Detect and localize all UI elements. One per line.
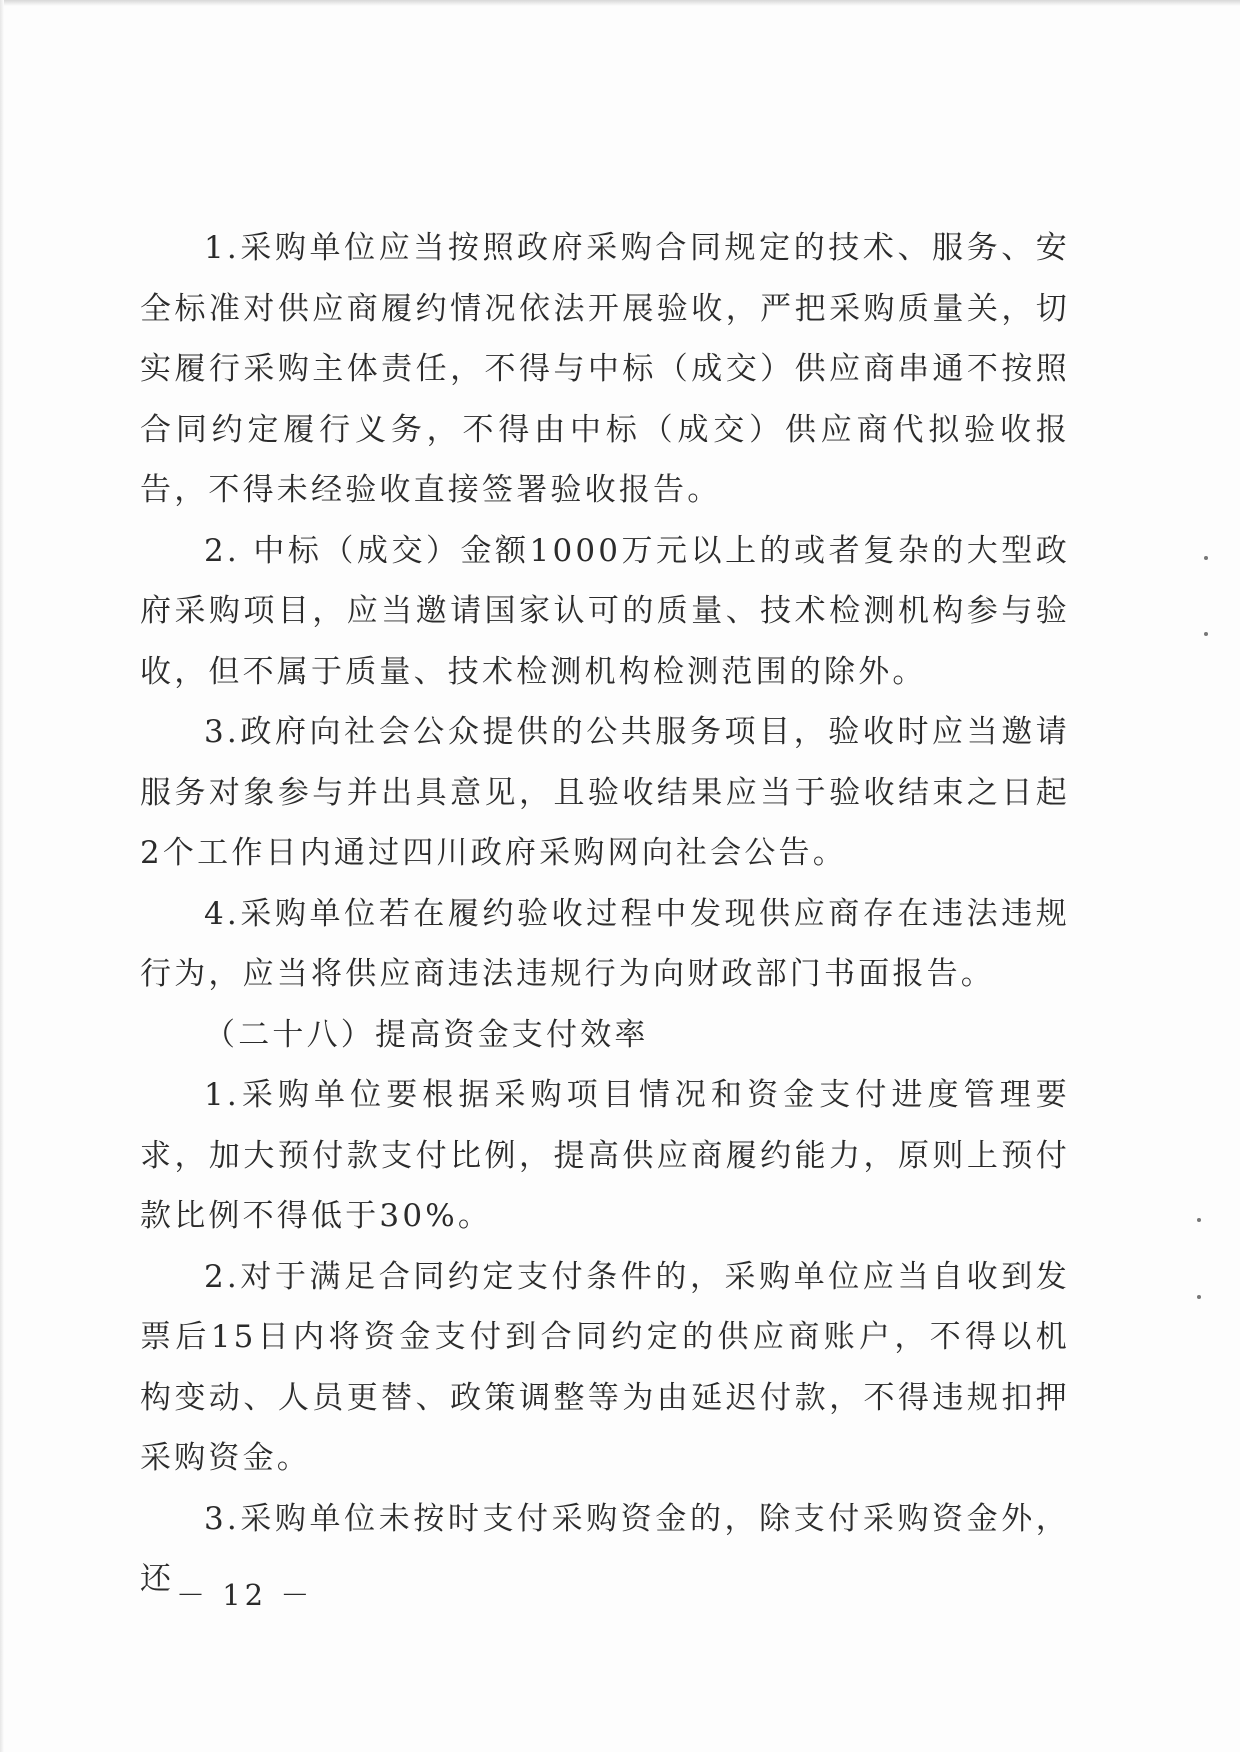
section-heading: （二十八）提高资金支付效率	[204, 1016, 649, 1053]
scan-edge-top	[0, 0, 1240, 6]
paragraph: 1.采购单位应当按照政府采购合同规定的技术、服务、安全标准对供应商履约情况依法开展验收，严把采购质量关，切实履行采购主体责任，不得与中标（成交）供应商串通不按照合同约定履行义务，不得由中标（成交）供应商代拟验收报告，不得未经验收直接签署验收报告。	[140, 230, 1070, 508]
scan-speck	[1204, 556, 1208, 560]
body-text	[140, 218, 1070, 1610]
scan-speck	[1204, 632, 1208, 636]
paragraph: 2. 中标（成交）金额1000万元以上的或者复杂的大型政府采购项目，应当邀请国家认可的质量、技术检测机构参与验收，但不属于质量、技术检测机构检测范围的除外。	[140, 532, 1070, 690]
page-number: － 12 －	[176, 1578, 314, 1612]
paragraph: 2.对于满足合同约定支付条件的，采购单位应当自收到发票后15日内将资金支付到合同约定的供应商账户，不得以机构变动、人员更替、政策调整等为由延迟付款，不得违规扣押采购资金。	[140, 1258, 1070, 1476]
paragraph: 1.采购单位要根据采购项目情况和资金支付进度管理要求，加大预付款支付比例，提高供应商履约能力，原则上预付款比例不得低于30%。	[140, 1077, 1070, 1234]
paragraph: 4.采购单位若在履约验收过程中发现供应商存在违法违规行为，应当将供应商违法违规行为向财政部门书面报告。	[140, 895, 1070, 992]
scan-speck	[1197, 1295, 1201, 1299]
scan-speck	[1197, 1218, 1201, 1222]
paragraph: 3.采购单位未按时支付采购资金的，除支付采购资金外，还	[140, 1500, 1070, 1597]
scan-edge-left	[0, 0, 4, 1752]
paragraph: 3.政府向社会公众提供的公共服务项目，验收时应当邀请服务对象参与并出具意见，且验收结果应当于验收结束之日起2个工作日内通过四川政府采购网向社会公告。	[140, 714, 1070, 871]
